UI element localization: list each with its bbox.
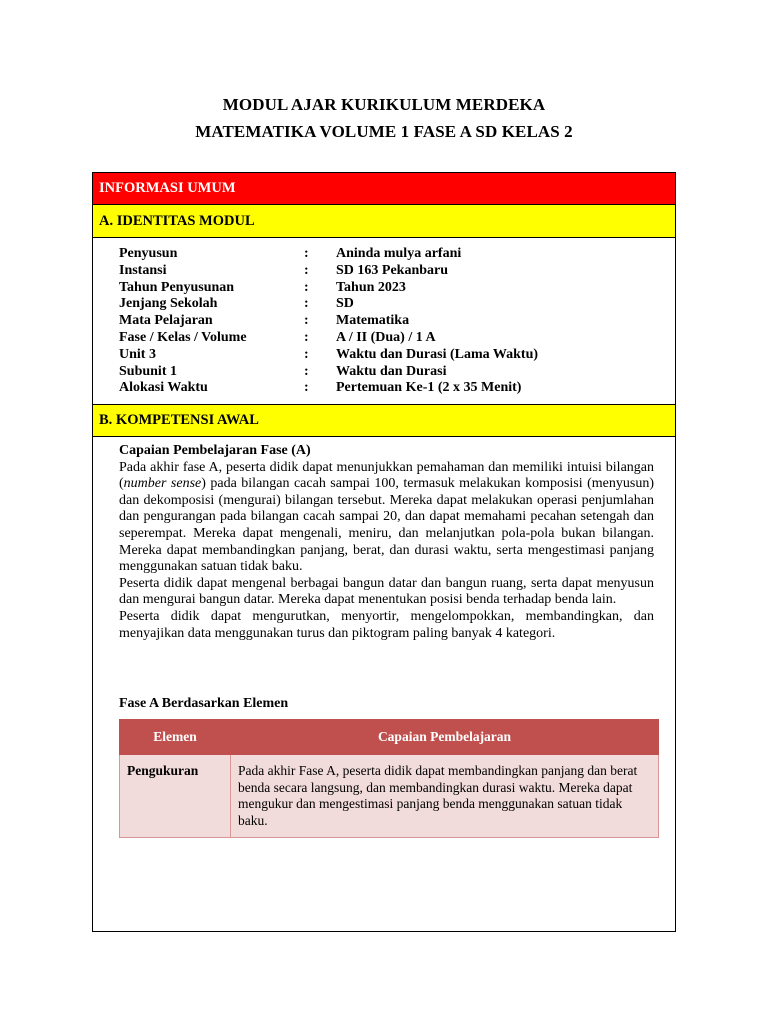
identity-value: Aninda mulya arfani	[336, 246, 462, 261]
identity-label: Alokasi Waktu	[119, 380, 208, 396]
identity-label: Instansi	[119, 262, 167, 278]
table-cell-element: Pengukuran	[120, 755, 231, 838]
identity-colon: :	[304, 296, 309, 312]
identity-label: Jenjang Sekolah	[119, 296, 218, 312]
cp-paragraph-1-text-cont: ) pada bilangan cacah sampai 100, termasuk melakukan komposisi (menyusun) dan dekomposisi (mengurai) bilangan tersebut. Mereka dapat melakukan operasi penjumlahan dan pengurangan pada bilangan cacah sampai 20, dan dapat memahami pecahan setengah dan seperempat. Mereka dapat mengenali, meniru, dan melanjutkan pola-pola bukan bilangan. Mereka dapat membandingkan panjang, berat, dan durasi waktu, serta mengestimasi panjang menggunakan satuan tidak baku.	[119, 476, 654, 575]
identity-label: Subunit 1	[119, 363, 177, 379]
identity-label: Mata Pelajaran	[119, 313, 213, 329]
identity-value: Waktu dan Durasi (Lama Waktu)	[336, 346, 539, 362]
learning-outcomes	[119, 443, 654, 642]
identity-label: Penyusun	[119, 246, 178, 261]
identity-value: Tahun 2023	[336, 279, 406, 295]
identity-row	[119, 280, 666, 297]
table-row	[120, 755, 659, 838]
table-cell-outcome: Pada akhir Fase A, peserta didik dapat membandingkan panjang dan berat benda secara langsung, dan membandingkan durasi waktu. Mereka dapat mengukur dan mengestimasi panjang benda menggunakan satuan tidak baku.	[231, 755, 659, 838]
identity-colon: :	[304, 346, 309, 362]
identity-row	[119, 296, 666, 313]
identity-row	[119, 330, 666, 347]
identity-label: Fase / Kelas / Volume	[119, 329, 247, 345]
identity-row	[119, 347, 666, 364]
cp-title: Capaian Pembelajaran Fase (A)	[119, 443, 311, 458]
identity-row	[119, 313, 666, 330]
elements-table	[119, 719, 659, 838]
identity-list	[119, 246, 666, 397]
identity-colon: :	[304, 246, 309, 261]
section-competence-header: B. KOMPETENSI AWAL	[93, 404, 675, 437]
table-header-element: Elemen	[120, 720, 231, 755]
identity-row	[119, 364, 666, 381]
identity-row	[119, 380, 666, 397]
identity-colon: :	[304, 363, 309, 379]
identity-value: Matematika	[336, 313, 410, 329]
cp-paragraph-2: Peserta didik dapat mengenal berbagai bangun datar dan bangun ruang, serta dapat menyusun dan mengurai bangun datar. Mereka dapat menentukan posisi benda terhadap benda lain.	[119, 575, 654, 608]
section-general-header: INFORMASI UMUM	[93, 173, 675, 205]
document-subtitle: MATEMATIKA VOLUME 1 FASE A SD KELAS 2	[195, 122, 573, 141]
identity-value: Waktu dan Durasi	[336, 363, 447, 379]
section-identity-header: A. IDENTITAS MODUL	[93, 205, 675, 238]
identity-value: Pertemuan Ke-1 (2 x 35 Menit)	[336, 380, 522, 396]
table-header-outcome: Capaian Pembelajaran	[231, 720, 659, 755]
identity-value: SD 163 Pekanbaru	[336, 262, 449, 278]
identity-colon: :	[304, 262, 309, 278]
identity-row	[119, 263, 666, 280]
identity-row	[119, 246, 666, 263]
identity-colon: :	[304, 380, 309, 396]
phase-elements-title: Fase A Berdasarkan Elemen	[119, 696, 289, 711]
cp-paragraph-3: Peserta didik dapat mengurutkan, menyortir, mengelompokkan, membandingkan, dan menyajikan data menggunakan turus dan piktogram paling banyak 4 kategori.	[119, 608, 654, 641]
identity-colon: :	[304, 329, 309, 345]
cp-paragraph-1-text: Pada akhir fase A, peserta didik dapat menunjukkan pemahaman dan memiliki intuisi bilangan (	[119, 459, 654, 492]
cp-paragraph-1-emphasis: number sense	[123, 476, 202, 492]
table-header-row	[120, 720, 659, 755]
cp-paragraph-1	[119, 460, 654, 576]
identity-label: Unit 3	[119, 346, 156, 362]
module-box	[92, 172, 676, 932]
identity-value: A / II (Dua) / 1 A	[336, 329, 436, 345]
identity-value: SD	[336, 296, 354, 312]
identity-colon: :	[304, 279, 309, 295]
document-title: MODUL AJAR KURIKULUM MERDEKA	[222, 95, 546, 114]
identity-label: Tahun Penyusunan	[119, 279, 235, 295]
identity-colon: :	[304, 313, 309, 329]
